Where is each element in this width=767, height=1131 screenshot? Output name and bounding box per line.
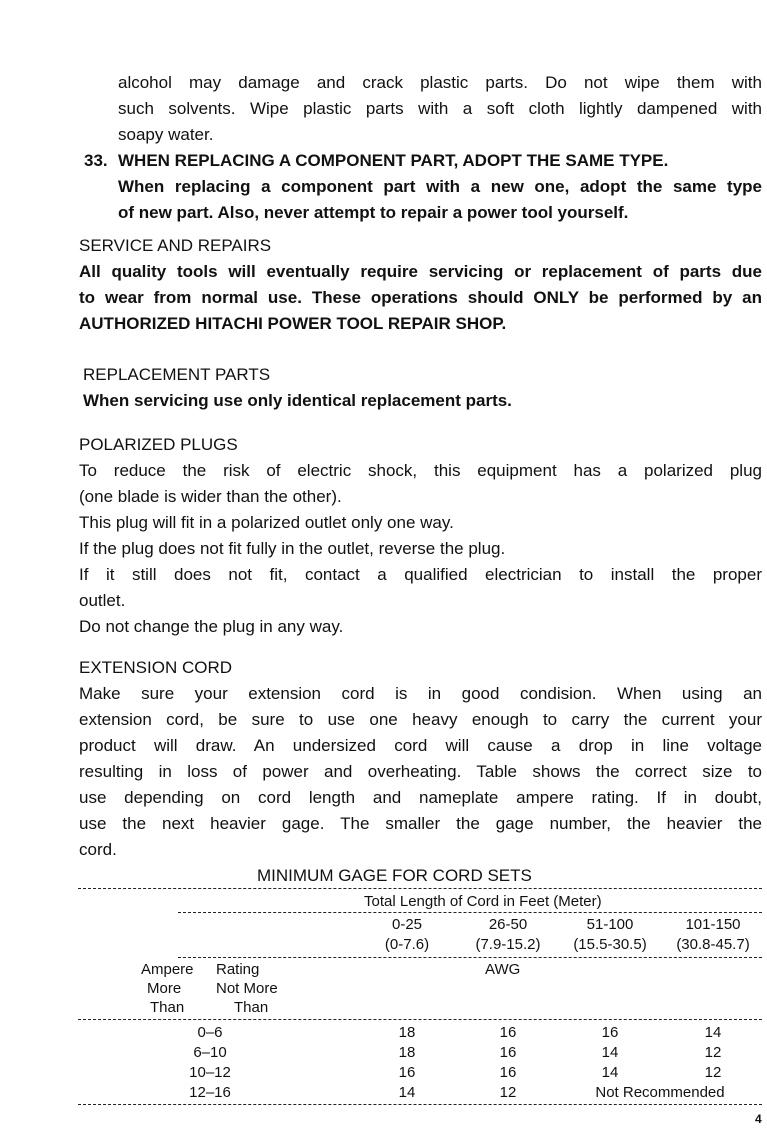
more-label: More <box>147 980 182 997</box>
service-line-2: to wear from normal use. These operations should ONLY be performed by an <box>79 288 762 307</box>
intro-line-2: such solvents. Wipe plastic parts with a soft cloth lightly dampened with <box>118 99 762 118</box>
row-3-g3: 14 <box>601 1064 619 1081</box>
extension-line-6: use the next heavier gage. The smaller the gage number, the heavier the <box>79 814 762 833</box>
service-line-3: AUTHORIZED HITACHI POWER TOOL REPAIR SHOP. <box>79 314 507 333</box>
extension-heading: EXTENSION CORD <box>79 658 233 677</box>
extension-line-3: product will draw. An undersized cord will cause a drop in line voltage <box>79 736 762 755</box>
than-label-1: Than <box>150 999 185 1016</box>
row-3-g2: 16 <box>499 1064 517 1081</box>
table-header-rule <box>178 957 762 958</box>
col-3-meters: (15.5-30.5) <box>573 936 647 953</box>
polarized-heading: POLARIZED PLUGS <box>79 435 238 454</box>
col-2-feet: 26-50 <box>488 916 528 933</box>
service-line-1: All quality tools will eventually require servicing or replacement of parts due <box>79 262 762 281</box>
rating-label: Rating <box>216 961 260 978</box>
row-2-g1: 18 <box>398 1044 416 1061</box>
col-4-meters: (30.8-45.7) <box>676 936 750 953</box>
than-label-2: Than <box>234 999 269 1016</box>
row-1-g2: 16 <box>499 1024 517 1041</box>
col-3-feet: 51-100 <box>586 916 634 933</box>
table-bottom-rule <box>78 1104 762 1105</box>
ampere-label: Ampere <box>141 961 194 978</box>
extension-line-1: Make sure your extension cord is in good condision. When using an <box>79 684 762 703</box>
row-4-range: 12–16 <box>189 1084 231 1101</box>
item-33-number: 33. <box>84 151 108 170</box>
table-body-rule <box>78 1019 762 1020</box>
table-length-header: Total Length of Cord in Feet (Meter) <box>364 893 602 910</box>
page-number: 4 <box>755 1112 762 1126</box>
item-33-line-1: When replacing a component part with a new one, adopt the same type <box>118 177 762 196</box>
row-1-g4: 14 <box>704 1024 722 1041</box>
intro-line-3: soapy water. <box>118 125 214 144</box>
row-2-range: 6–10 <box>193 1044 227 1061</box>
row-4-g2: 12 <box>499 1084 517 1101</box>
table-top-rule <box>78 888 762 889</box>
intro-line-1: alcohol may damage and crack plastic parts. Do not wipe them with <box>118 73 762 92</box>
row-3-g4: 12 <box>704 1064 722 1081</box>
row-1-g1: 18 <box>398 1024 416 1041</box>
extension-line-2: extension cord, be sure to use one heavy enough to carry the current your <box>79 710 762 729</box>
table-title: MINIMUM GAGE FOR CORD SETS <box>257 866 532 885</box>
service-heading: SERVICE AND REPAIRS <box>79 236 272 255</box>
extension-line-5: use depending on cord length and nameplate ampere rating. If in doubt, <box>79 788 762 807</box>
extension-line-7: cord. <box>79 840 117 859</box>
polarized-line-2: (one blade is wider than the other). <box>79 487 342 506</box>
col-2-meters: (7.9-15.2) <box>475 936 541 953</box>
replacement-line: When servicing use only identical replacement parts. <box>83 391 512 410</box>
item-33-heading: WHEN REPLACING A COMPONENT PART, ADOPT THE SAME TYPE. <box>118 151 669 170</box>
extension-line-4: resulting in loss of power and overheating. Table shows the correct size to <box>79 762 762 781</box>
item-33-line-2: of new part. Also, never attempt to repair a power tool yourself. <box>118 203 629 222</box>
polarized-line-1: To reduce the risk of electric shock, this equipment has a polarized plug <box>79 461 762 480</box>
polarized-line-6: outlet. <box>79 591 126 610</box>
polarized-line-4: If the plug does not fit fully in the outlet, reverse the plug. <box>79 539 506 558</box>
row-3-g1: 16 <box>398 1064 416 1081</box>
row-2-g2: 16 <box>499 1044 517 1061</box>
replacement-heading: REPLACEMENT PARTS <box>83 365 271 384</box>
col-4-feet: 101-150 <box>685 916 741 933</box>
polarized-line-7: Do not change the plug in any way. <box>79 617 344 636</box>
row-2-g3: 14 <box>601 1044 619 1061</box>
table-length-rule <box>178 912 762 913</box>
not-more-label: Not More <box>216 980 278 997</box>
col-1-meters: (0-7.6) <box>384 936 430 953</box>
row-1-range: 0–6 <box>197 1024 223 1041</box>
row-3-range: 10–12 <box>189 1064 231 1081</box>
row-4-not-recommended: Not Recommended <box>595 1084 725 1101</box>
polarized-line-3: This plug will fit in a polarized outlet only one way. <box>79 513 454 532</box>
row-4-g1: 14 <box>398 1084 416 1101</box>
row-1-g3: 16 <box>601 1024 619 1041</box>
row-2-g4: 12 <box>704 1044 722 1061</box>
col-1-feet: 0-25 <box>391 916 423 933</box>
awg-label: AWG <box>485 961 521 978</box>
polarized-line-5: If it still does not fit, contact a qualified electrician to install the proper <box>79 565 762 584</box>
